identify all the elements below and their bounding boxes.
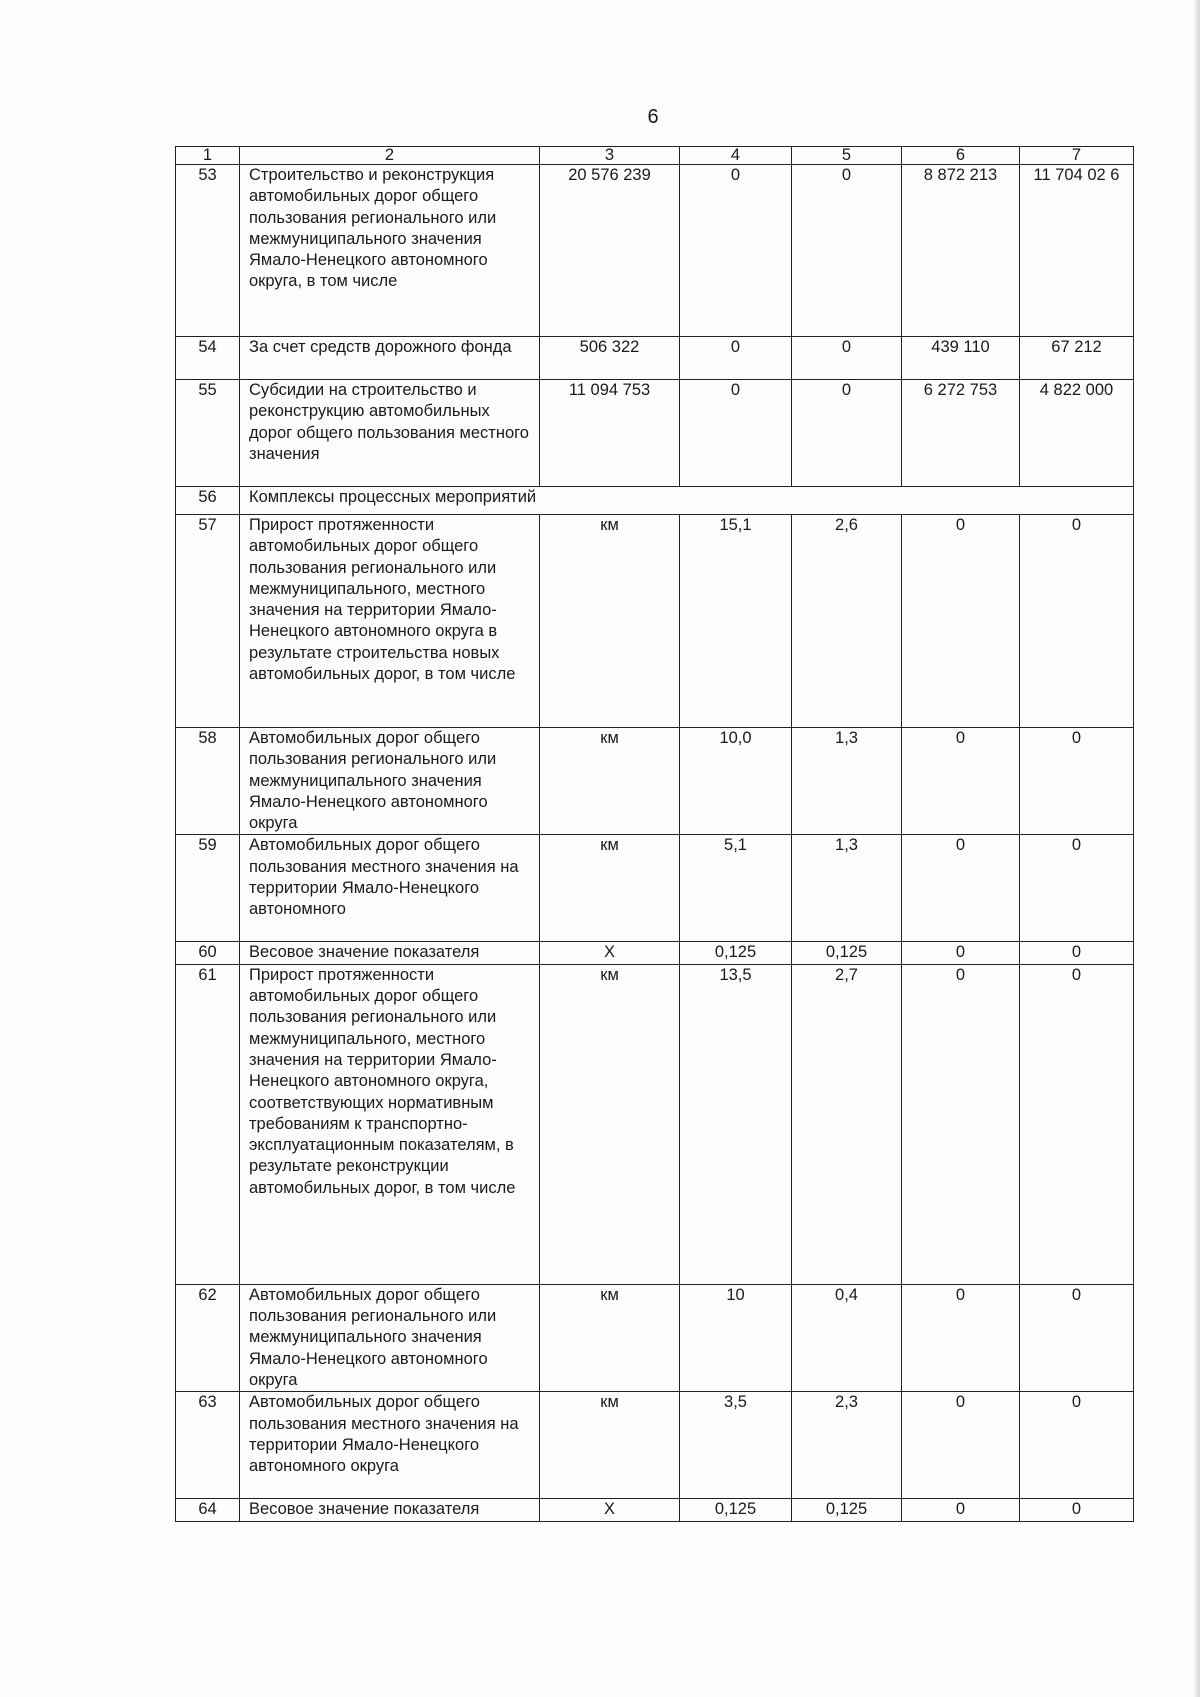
cell-col5: 0 xyxy=(792,380,902,487)
table-row xyxy=(176,515,1134,728)
cell-col7: 0 xyxy=(1020,942,1134,964)
data-table xyxy=(175,146,1134,1522)
table-row xyxy=(176,1284,1134,1391)
column-header: 7 xyxy=(1020,147,1134,165)
table-row xyxy=(176,165,1134,337)
cell-col6: 0 xyxy=(902,1392,1020,1499)
cell-col6: 6 272 753 xyxy=(902,380,1020,487)
table-row xyxy=(176,964,1134,1284)
cell-col6: 0 xyxy=(902,942,1020,964)
cell-col7: 0 xyxy=(1020,1499,1134,1521)
cell-col4: 13,5 xyxy=(680,964,792,1284)
table-row xyxy=(176,1499,1134,1521)
cell-col3: Х xyxy=(540,1499,680,1521)
row-number: 57 xyxy=(176,515,240,728)
cell-col5: 1,3 xyxy=(792,835,902,942)
row-number: 54 xyxy=(176,337,240,380)
cell-col4: 5,1 xyxy=(680,835,792,942)
cell-col5: 0,125 xyxy=(792,942,902,964)
cell-col5: 0,125 xyxy=(792,1499,902,1521)
table-row xyxy=(176,728,1134,835)
cell-col7: 67 212 xyxy=(1020,337,1134,380)
table-row xyxy=(176,942,1134,964)
cell-col4: 10,0 xyxy=(680,728,792,835)
cell-col3: км xyxy=(540,1392,680,1499)
cell-col4: 3,5 xyxy=(680,1392,792,1499)
cell-col7: 0 xyxy=(1020,728,1134,835)
column-header: 6 xyxy=(902,147,1020,165)
row-number: 62 xyxy=(176,1284,240,1391)
cell-col7: 4 822 000 xyxy=(1020,380,1134,487)
cell-col7: 0 xyxy=(1020,835,1134,942)
cell-col3: 11 094 753 xyxy=(540,380,680,487)
cell-col3: км xyxy=(540,835,680,942)
cell-col4: 0 xyxy=(680,165,792,337)
row-number: 58 xyxy=(176,728,240,835)
cell-col3: 20 576 239 xyxy=(540,165,680,337)
row-number: 61 xyxy=(176,964,240,1284)
column-header: 1 xyxy=(176,147,240,165)
cell-col6: 439 110 xyxy=(902,337,1020,380)
table-row xyxy=(176,835,1134,942)
cell-col4: 0,125 xyxy=(680,942,792,964)
cell-col3: км xyxy=(540,1284,680,1391)
page-number: 6 xyxy=(647,106,659,128)
section-row xyxy=(176,487,1134,515)
row-description: Автомобильных дорог общего пользования местного значения на территории Ямало-Ненецкого автономного xyxy=(240,835,540,942)
row-number: 63 xyxy=(176,1392,240,1499)
page-edge-shadow xyxy=(1194,0,1200,1697)
row-description: Автомобильных дорог общего пользования местного значения на территории Ямало-Ненецкого автономного округа xyxy=(240,1392,540,1499)
cell-col3: Х xyxy=(540,942,680,964)
row-description: Строительство и реконструкция автомобильных дорог общего пользования регионального или межмуниципального значения Ямало-Ненецкого автономного округа, в том числе xyxy=(240,165,540,337)
cell-col6: 8 872 213 xyxy=(902,165,1020,337)
column-header: 3 xyxy=(540,147,680,165)
row-number: 60 xyxy=(176,942,240,964)
cell-col3: 506 322 xyxy=(540,337,680,380)
row-number: 64 xyxy=(176,1499,240,1521)
cell-col4: 15,1 xyxy=(680,515,792,728)
table-row xyxy=(176,1392,1134,1499)
cell-col3: км xyxy=(540,728,680,835)
cell-col7: 0 xyxy=(1020,1284,1134,1391)
cell-col5: 1,3 xyxy=(792,728,902,835)
table-row xyxy=(176,380,1134,487)
cell-col5: 0 xyxy=(792,337,902,380)
row-description: Автомобильных дорог общего пользования регионального или межмуниципального значения Ямало-Ненецкого автономного округа xyxy=(240,1284,540,1391)
cell-col3: км xyxy=(540,515,680,728)
row-description: Субсидии на строительство и реконструкцию автомобильных дорог общего пользования местного значения xyxy=(240,380,540,487)
cell-col6: 0 xyxy=(902,515,1020,728)
cell-col6: 0 xyxy=(902,1284,1020,1391)
cell-col6: 0 xyxy=(902,1499,1020,1521)
column-header: 4 xyxy=(680,147,792,165)
cell-col5: 0 xyxy=(792,165,902,337)
cell-col6: 0 xyxy=(902,728,1020,835)
row-number: 53 xyxy=(176,165,240,337)
row-number: 55 xyxy=(176,380,240,487)
row-number: 59 xyxy=(176,835,240,942)
row-description: Весовое значение показателя xyxy=(240,1499,540,1521)
cell-col4: 0 xyxy=(680,337,792,380)
cell-col3: км xyxy=(540,964,680,1284)
cell-col5: 2,6 xyxy=(792,515,902,728)
cell-col5: 0,4 xyxy=(792,1284,902,1391)
cell-col7: 0 xyxy=(1020,964,1134,1284)
cell-col6: 0 xyxy=(902,835,1020,942)
table-row xyxy=(176,337,1134,380)
row-number: 56 xyxy=(176,487,240,515)
cell-col7: 0 xyxy=(1020,515,1134,728)
cell-col4: 0,125 xyxy=(680,1499,792,1521)
row-description: Прирост протяженности автомобильных дорог общего пользования регионального или межмуниципального, местного значения на территории Ямало-Ненецкого автономного округа в результате строительства новых автомобильных дорог, в том числе xyxy=(240,515,540,728)
cell-col6: 0 xyxy=(902,964,1020,1284)
row-description: Автомобильных дорог общего пользования регионального или межмуниципального значения Ямало-Ненецкого автономного округа xyxy=(240,728,540,835)
cell-col5: 2,7 xyxy=(792,964,902,1284)
column-header: 5 xyxy=(792,147,902,165)
cell-col7: 11 704 02 6 xyxy=(1020,165,1134,337)
cell-col4: 0 xyxy=(680,380,792,487)
row-description: За счет средств дорожного фонда xyxy=(240,337,540,380)
table-header-row xyxy=(176,147,1134,165)
cell-col7: 0 xyxy=(1020,1392,1134,1499)
row-description: Прирост протяженности автомобильных дорог общего пользования регионального или межмуниципального, местного значения на территории Ямало-Ненецкого автономного округа, соответствующих нормативным требованиям к транспортно-эксплуатационным показателям, в результате реконструкции автомобильных дорог, в том числе xyxy=(240,964,540,1284)
section-title: Комплексы процессных мероприятий xyxy=(240,487,1134,515)
cell-col4: 10 xyxy=(680,1284,792,1391)
cell-col5: 2,3 xyxy=(792,1392,902,1499)
row-description: Весовое значение показателя xyxy=(240,942,540,964)
column-header: 2 xyxy=(240,147,540,165)
